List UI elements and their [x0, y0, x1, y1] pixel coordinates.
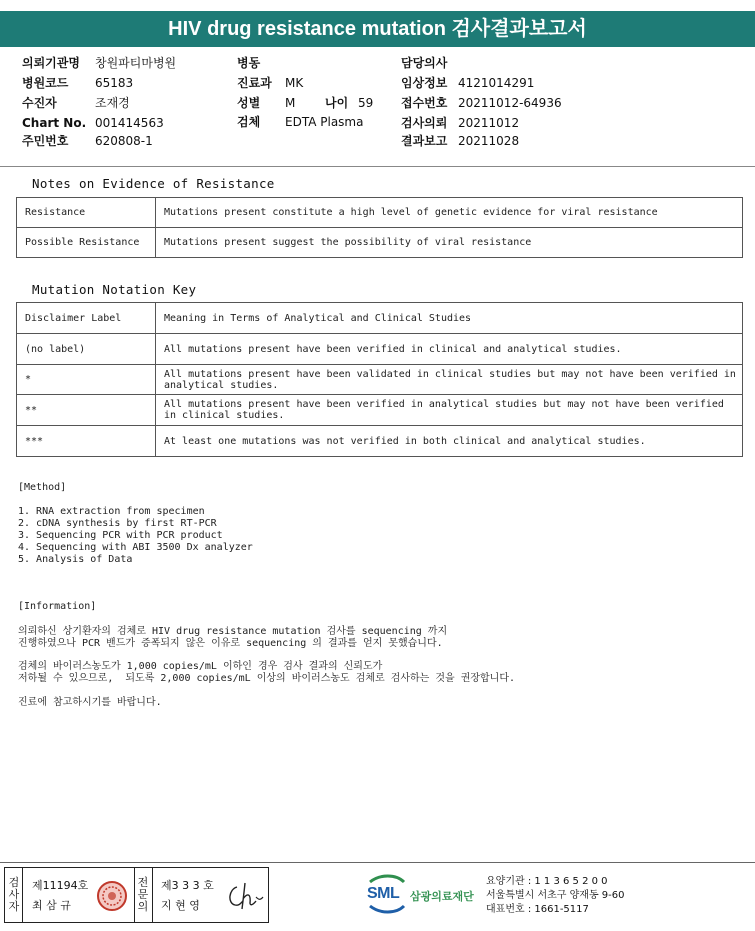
field-label: 검사의뢰: [401, 116, 448, 130]
information-title: [Information]: [18, 601, 97, 612]
method-step: 5. Analysis of Data: [18, 554, 133, 565]
role-char: 사: [8, 888, 20, 901]
contact-line-3: 대표번호 : 1661-5117: [486, 904, 589, 915]
field-value: 65183: [95, 76, 134, 90]
notation-label: *: [17, 365, 156, 395]
cell-divider: [134, 868, 135, 922]
examiner-seal-icon: [96, 880, 128, 912]
field-value: 조재경: [95, 96, 130, 110]
chart-no-row: [22, 116, 164, 131]
specimen-row: [237, 115, 363, 130]
field-value: 창원파티마병원: [95, 56, 177, 70]
field-label: 검체: [237, 115, 261, 129]
doctor-row: [401, 56, 458, 71]
contact-line-2: 서울특별시 서초구 양재동 9-60: [486, 890, 625, 901]
table-row: [17, 198, 743, 228]
field-label: 결과보고: [401, 134, 448, 148]
information-line: 저하될 수 있으므로, 되도록 2,000 copies/mL 이상의 바이러스농도 검체로 검사하는 것을 권장합니다.: [18, 673, 516, 684]
information-paragraph-1: [18, 626, 447, 650]
field-label: 진료과: [237, 76, 272, 90]
field-value: 4121014291: [458, 76, 535, 90]
sex-row: [237, 96, 373, 111]
column-header-meaning: Meaning in Terms of Analytical and Clinical Studies: [156, 303, 743, 334]
column-header-label: Disclaimer Label: [17, 303, 156, 334]
evidence-text: Mutations present suggest the possibility of viral resistance: [156, 228, 743, 258]
evidence-label: Possible Resistance: [17, 228, 156, 258]
information-line: 진행하였으나 PCR 밴드가 증폭되지 않은 이유로 sequencing 의 결과를 얻지 못했습니다.: [18, 638, 443, 649]
examiner-license: 제11194호: [32, 879, 89, 892]
footer-divider: [0, 862, 755, 863]
age-value: 59: [358, 96, 374, 110]
field-value: MK: [285, 76, 304, 90]
role-char: 의: [137, 900, 149, 913]
report-title: HIV drug resistance mutation 검사결과보고서: [0, 11, 755, 47]
field-label: 병원코드: [22, 76, 69, 90]
notation-text: At least one mutations was not verified in both clinical and analytical studies.: [156, 426, 743, 457]
field-value: 20211028: [458, 134, 520, 148]
sml-logo-text: SML: [367, 885, 400, 902]
field-label: 성별: [237, 96, 261, 110]
pathologist-role: [136, 877, 150, 913]
method-step: 2. cDNA synthesis by first RT-PCR: [18, 518, 217, 529]
information-line: 검체의 바이러스농도가 1,000 copies/mL 이하인 경우 검사 결과의 신뢰도가: [18, 661, 383, 672]
table-row: [17, 334, 743, 365]
pathologist-name: 지 현 영: [161, 899, 200, 912]
table-row: [17, 228, 743, 258]
table-row: [17, 365, 743, 395]
cell-divider: [152, 868, 153, 922]
notation-label: (no label): [17, 334, 156, 365]
table-row: [17, 426, 743, 457]
hospital-name-row: [22, 56, 176, 71]
examiner-role: [7, 877, 21, 913]
notation-text: All mutations present have been verified in clinical and analytical studies.: [156, 334, 743, 365]
information-paragraph-2: [18, 661, 515, 685]
notation-table: [16, 302, 743, 457]
sml-logo: [366, 874, 480, 914]
signature-box: [4, 867, 269, 923]
table-header-row: [17, 303, 743, 334]
information-paragraph-3: [18, 697, 162, 709]
request-date-row: [401, 116, 519, 131]
field-label: 주민번호: [22, 134, 69, 148]
receipt-no-row: [401, 96, 562, 111]
information-line: 의뢰하신 상기환자의 검체로 HIV drug resistance mutation 검사를 sequencing 까지: [18, 626, 448, 637]
age-label: 나이: [325, 96, 349, 110]
field-label: 임상정보: [401, 76, 448, 90]
method-step: 1. RNA extraction from specimen: [18, 506, 205, 517]
table-row: [17, 395, 743, 426]
resident-no-row: [22, 134, 153, 149]
department-row: [237, 76, 303, 91]
contact-line-1: 요양기관 : 1 1 3 6 5 2 0 0: [486, 876, 608, 887]
pathologist-license: 제3 3 3 호: [161, 879, 214, 892]
signature-icon: [223, 879, 265, 913]
notation-label: ***: [17, 426, 156, 457]
field-label: 병동: [237, 56, 261, 70]
hospital-code-row: [22, 76, 133, 91]
method-title: [Method]: [18, 482, 67, 493]
notation-text: All mutations present have been verified in analytical studies but may not have been verified in clinical studies.: [156, 395, 743, 426]
role-char: 자: [8, 900, 20, 913]
org-name: 삼광의료재단: [410, 890, 474, 903]
examiner-name: 최 삼 규: [32, 899, 71, 912]
field-label: Chart No.: [22, 116, 87, 130]
role-char: 문: [137, 888, 149, 901]
method-steps: [18, 506, 253, 566]
ward-row: [237, 56, 285, 71]
method-step: 3. Sequencing PCR with PCR product: [18, 530, 223, 541]
field-label: 의뢰기관명: [22, 56, 80, 70]
patient-name-row: [22, 96, 130, 111]
header-divider: [0, 166, 755, 167]
clinical-info-row: [401, 76, 534, 91]
evidence-label: Resistance: [17, 198, 156, 228]
field-value: 20211012-64936: [458, 96, 562, 110]
notation-text: All mutations present have been validated in clinical studies but may not have been verified in analytical studies.: [156, 365, 743, 395]
notation-section-title: Mutation Notation Key: [32, 282, 197, 297]
information-line: 진료에 참고하시기를 바랍니다.: [18, 697, 162, 708]
field-value: 001414563: [95, 116, 164, 130]
field-label: 담당의사: [401, 56, 448, 70]
field-value: EDTA Plasma: [285, 115, 364, 129]
field-label: 접수번호: [401, 96, 448, 110]
notation-label: **: [17, 395, 156, 426]
cell-divider: [22, 868, 23, 922]
evidence-text: Mutations present constitute a high level of genetic evidence for viral resistance: [156, 198, 743, 228]
evidence-table: [16, 197, 743, 258]
field-value: 620808-1: [95, 134, 153, 148]
report-date-row: [401, 134, 519, 149]
field-label: 수진자: [22, 96, 57, 110]
field-value: M: [285, 96, 296, 110]
method-step: 4. Sequencing with ABI 3500 Dx analyzer: [18, 542, 253, 553]
field-value: 20211012: [458, 116, 520, 130]
evidence-section-title: Notes on Evidence of Resistance: [32, 176, 275, 191]
role-char: 검: [8, 876, 20, 889]
role-char: 전: [137, 876, 149, 889]
